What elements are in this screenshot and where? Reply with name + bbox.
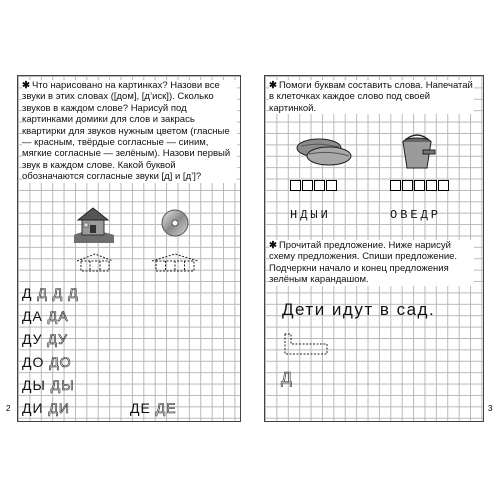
star-icon: ✱ [269,240,277,251]
scrambled-word-1: НДЫИ [290,208,331,222]
letter-row-extra: ДЕ ДЕ [130,400,177,416]
bucket-picture [395,128,439,172]
right-task1-body: Помоги буквам составить слова. Напечатай в клеточках каждое слово под своей картинкой. [269,80,473,114]
star-icon: ✱ [22,80,30,91]
letter-row: Д Д Д Д [22,285,79,301]
star-icon: ✱ [269,80,277,91]
sentence-scheme [283,332,333,358]
letter-row: ДА ДА [22,308,69,324]
letter-row: ДО ДО [22,354,72,370]
right-task1-text [269,80,474,114]
sentence: Дети идут в сад. [282,300,436,319]
left-page-number: 2 [6,404,11,413]
zucchini-picture [295,134,355,170]
left-task-body: Что нарисовано на картинках? Назови все звуки в этих словах ([дом], [д’иск]). Сколько звуков в каждом слове? Нарисуй под картинками домики для слов и закрась квартирки для звуков нужным цветом (гласные — красным, твёрдые согласные — синим, мягкие согласные — зелёным). Назови первый звук в каждом слове. Какой буквой обозначаются согласные звуки [д] и [д’]? [22,80,231,183]
letter-row: ДЫ ДЫ [22,377,75,393]
letter-row: ДУ ДУ [22,331,68,347]
house-picture [70,205,116,245]
word-house-scheme-2 [150,252,200,274]
answer-boxes-1[interactable] [290,180,338,191]
right-page-number: 3 [488,404,493,413]
right-task2-body: Прочитай предложение. Ниже нарисуй схему предложения. Спиши предложение. Подчеркни начало и конец предложения зелёным карандашом. [269,240,458,286]
disc-picture [160,208,190,238]
answer-boxes-2[interactable] [390,180,450,191]
word-house-scheme-1 [75,252,115,274]
copy-letter: Д [281,370,293,387]
scrambled-word-2: ОВЕДР [390,208,442,222]
letter-row: ДИ ДИ [22,400,70,416]
right-task2-text [269,240,474,286]
left-task-text [22,80,237,183]
